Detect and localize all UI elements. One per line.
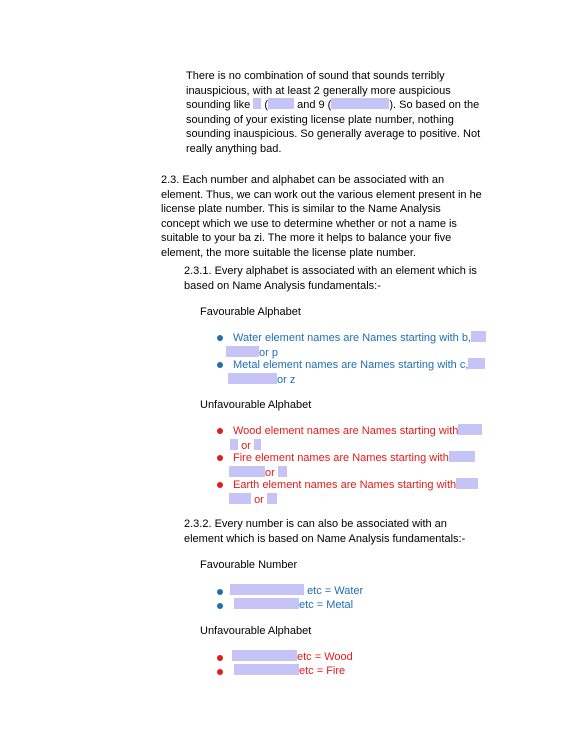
redaction [226,346,259,357]
section-line: 2.3. Each number and alphabet can be associated with an [161,174,445,186]
item-text: Wood element names are Names starting with [233,425,459,437]
redaction [228,373,277,384]
intro-text: sounding like [186,99,251,111]
section-2-3-2 [184,517,465,546]
section-line: based on Name Analysis fundamentals:- [184,279,381,292]
redaction [267,493,277,504]
item-text: or [241,439,251,452]
item-text: etc = Fire [299,665,346,677]
section-line: concept which we use to determine whether or not a name is [161,217,457,230]
bullet-icon [217,603,223,609]
item-text: or z [277,373,296,386]
section-line: element which is based on Name Analysis fundamentals:- [184,532,466,545]
bullet-icon [217,455,223,461]
bullet-icon [217,428,223,434]
intro-line: There is no combination of sound that sounds terribly [186,70,445,82]
redaction [234,664,299,675]
item-text: etc = Wood [297,651,353,663]
bullet-icon [217,362,223,368]
bullet-icon [217,335,223,341]
wood-number-item [232,650,353,665]
redaction [230,439,238,450]
water-alphabet-item [233,331,486,360]
redaction [449,451,475,462]
redaction [232,650,297,661]
redaction [229,493,251,504]
section-line: suitable to your ba zi. The more it helps to balance your five [161,232,452,244]
redaction [468,358,485,369]
favourable-alphabet-heading: Favourable Alphabet [200,306,301,318]
earth-alphabet-item [233,478,478,507]
item-text: etc = Water [307,585,364,597]
intro-text: and 9 ( [297,99,332,111]
section-line: 2.3.2. Every number is can also be associated with an [184,518,447,530]
redaction [254,439,261,450]
redaction [471,331,486,342]
item-text: Fire element names are Names starting with [233,452,449,464]
unfavourable-number-heading: Unfavourable Alphabet [200,625,312,637]
wood-alphabet-item [233,424,482,453]
redaction [331,98,389,109]
unfavourable-alphabet-heading: Unfavourable Alphabet [200,399,312,411]
item-text: or p [259,346,278,359]
metal-alphabet-item [233,358,485,387]
intro-line: sounding of your existing license plate number, nothing [186,113,454,126]
redaction [268,98,294,109]
intro-line: sounding inauspicious. So generally average to positive. Not [186,128,481,140]
redaction [234,598,299,609]
intro-line [186,98,480,113]
section-2-3 [161,173,482,260]
redaction [458,424,482,435]
intro-line: inauspicious, with at least 2 generally more auspicious [186,84,451,97]
redaction [230,584,304,595]
redaction [253,98,261,109]
item-text: or [265,466,275,479]
intro-text: ). So based on the [389,99,480,111]
intro-text: ( [264,99,269,111]
bullet-icon [217,655,223,661]
intro-line: really anything bad. [186,142,282,155]
section-line: 2.3.1. Every alphabet is associated with an element which is [184,265,477,277]
redaction [278,466,287,477]
section-line: license plate number. This is similar to the Name Analysis [161,203,441,215]
redaction [229,466,265,477]
item-text: Metal element names are Names starting with c, [233,359,469,371]
item-text: Earth element names are Names starting with [233,479,457,491]
favourable-number-heading: Favourable Number [200,559,298,571]
bullet-icon [217,669,223,675]
redaction [456,478,478,489]
item-text: etc = Metal [299,599,354,611]
section-line: element, the more suitable the license plate number. [161,246,416,259]
fire-alphabet-item [233,451,475,480]
section-line: element. Thus, we can work out the various element present in he [161,188,482,201]
item-text: Water element names are Names starting with b, [233,332,472,344]
intro-paragraph [186,69,480,156]
water-number-item [230,584,363,599]
metal-number-item [234,598,353,613]
bullet-icon [217,589,223,595]
bullet-icon [217,482,223,488]
fire-number-item [234,664,345,679]
section-2-3-1 [184,264,477,293]
item-text: or [254,493,264,506]
